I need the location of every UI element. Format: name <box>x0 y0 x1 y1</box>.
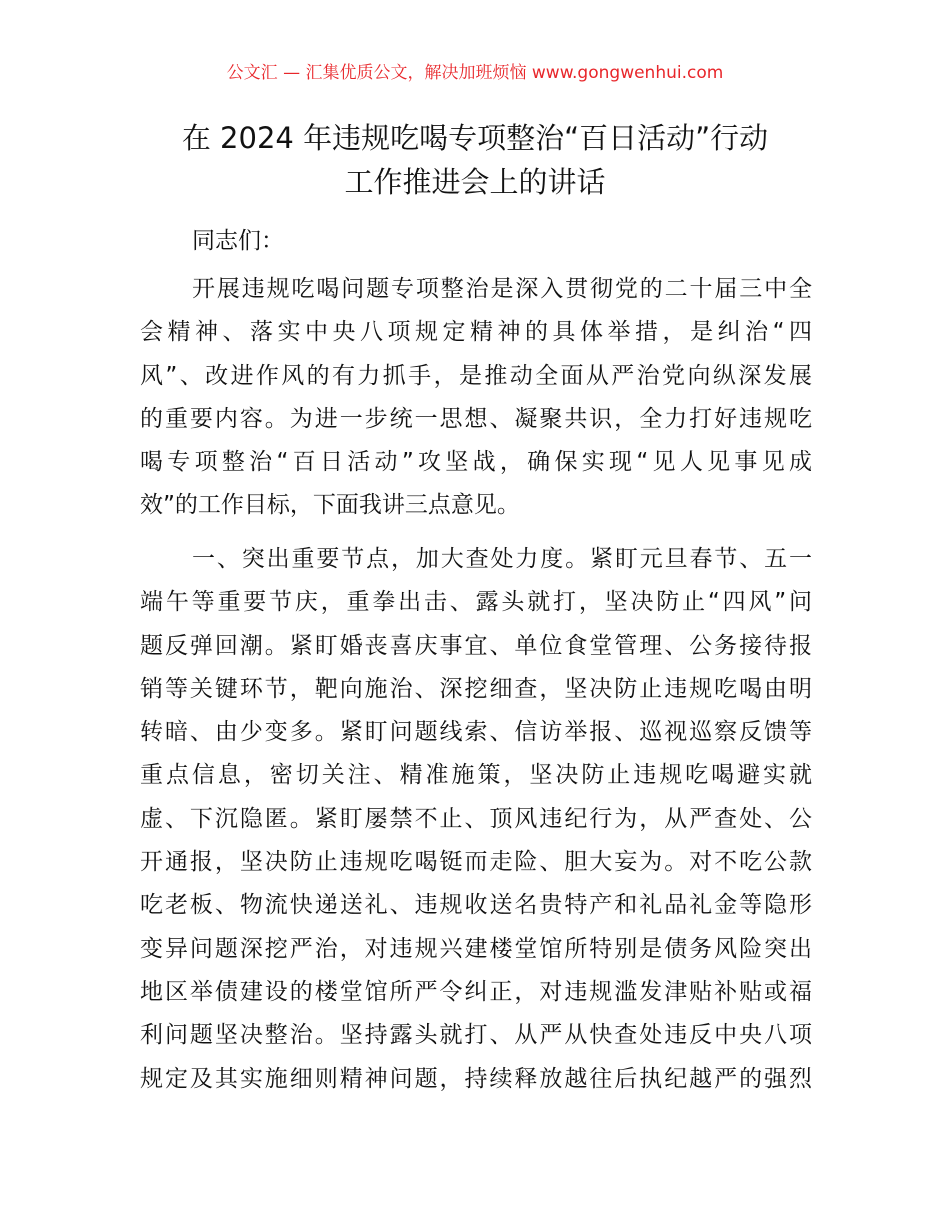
text-line: 的重要内容。为进一步统一思想、凝聚共识，全力打好违规吃 <box>140 405 812 432</box>
text-line: 重点信息，密切关注、精准施策，坚决防止违规吃喝避实就 <box>140 762 812 789</box>
text-line: 开展违规吃喝问题专项整治是深入贯彻党的二十届三中全 <box>192 276 812 302</box>
document-title-line-1: 在 2024 年违规吃喝专项整治“百日活动”行动 <box>181 121 769 155</box>
text-line: 销等关键环节，靶向施治、深挖细查，坚决防止违规吃喝由明 <box>140 675 812 702</box>
text-line: 风”、改进作风的有力抓手，是推动全面从严治党向纵深发展 <box>140 362 812 389</box>
text-line: 一、突出重要节点，加大查处力度。紧盯元旦春节、五一 <box>192 546 812 572</box>
text-line: 地区举债建设的楼堂馆所严令纠正，对违规滥发津贴补贴或福 <box>140 978 812 1005</box>
text-line: 喝专项整治“百日活动”攻坚战，确保实现“见人见事见成 <box>140 449 812 476</box>
text-line: 题反弹回潮。紧盯婚丧喜庆事宜、单位食堂管理、公务接待报 <box>140 632 812 659</box>
text-line: 端午等重要节庆，重拳出击、露头就打，坚决防止“四风”问 <box>140 589 812 616</box>
watermark-header: 公文汇 — 汇集优质公文，解决加班烦恼 www.gongwenhui.com <box>226 63 724 83</box>
text-line: 转暗、由少变多。紧盯问题线索、信访举报、巡视巡察反馈等 <box>140 719 812 746</box>
text-line: 虚、下沉隐匿。紧盯屡禁不止、顶风违纪行为，从严查处、公 <box>140 805 812 832</box>
text-line: 规定及其实施细则精神问题，持续释放越往后执纪越严的强烈 <box>140 1065 812 1092</box>
text-line: 利问题坚决整治。坚持露头就打、从严从快查处违反中央八项 <box>140 1022 812 1049</box>
greeting: 同志们： <box>192 228 284 254</box>
text-line: 开通报，坚决防止违规吃喝铤而走险、胆大妄为。对不吃公款 <box>140 849 812 876</box>
text-line: 吃老板、物流快递送礼、违规收送名贵特产和礼品礼金等隐形 <box>140 892 812 919</box>
paragraph-1 <box>140 268 812 528</box>
text-line: 效”的工作目标，下面我讲三点意见。 <box>140 492 520 519</box>
document-title-line-2: 工作推进会上的讲话 <box>344 165 606 199</box>
text-line: 会精神、落实中央八项规定精神的具体举措，是纠治“四 <box>140 319 812 346</box>
text-line: 变异问题深挖严治，对违规兴建楼堂馆所特别是债务风险突出 <box>140 935 812 962</box>
paragraph-2 <box>140 538 812 1101</box>
